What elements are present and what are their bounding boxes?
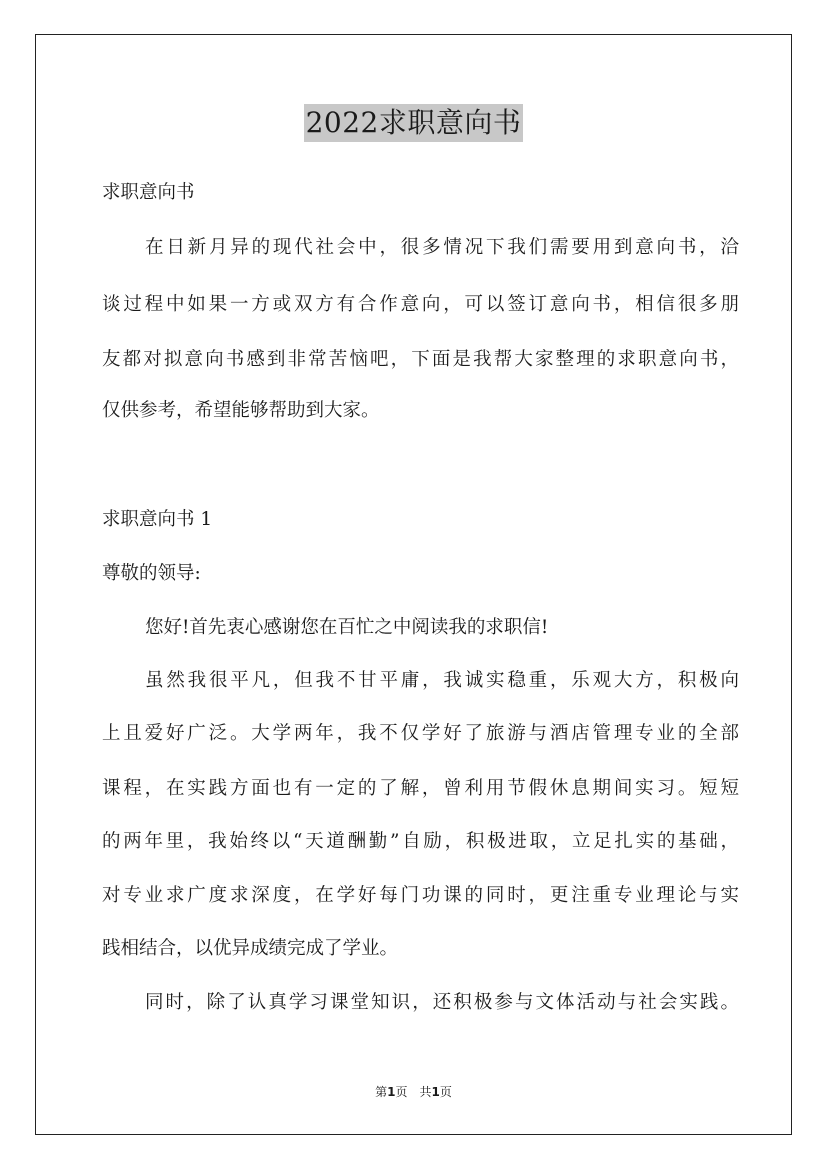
footer-page-mid: 页 共	[395, 1085, 432, 1099]
intro-line-1: 在日新月异的现代社会中，很多情况下我们需要用到意向书，洽	[145, 237, 739, 258]
salutation: 尊敬的领导:	[102, 563, 201, 584]
letter-heading: 求职意向书 1	[102, 509, 213, 530]
para2-line-1: 虽然我很平凡，但我不甘平庸，我诚实稳重，乐观大方，积极向	[145, 670, 739, 691]
para2-line-2: 上且爱好广泛。大学两年，我不仅学好了旅游与酒店管理专业的全部	[102, 723, 739, 744]
greeting-line: 您好!首先衷心感谢您在百忙之中阅读我的求职信!	[145, 617, 549, 638]
para3-line-1: 同时，除了认真学习课堂知识，还积极参与文体活动与社会实践。	[145, 992, 739, 1013]
para2-line-5: 对专业求广度求深度，在学好每门功课的同时，更注重专业理论与实	[102, 885, 739, 906]
footer-page-suffix: 页	[439, 1085, 452, 1099]
section-heading: 求职意向书	[102, 182, 195, 203]
para2-line-6: 践相结合，以优异成绩完成了学业。	[102, 938, 399, 959]
page-footer	[0, 1084, 827, 1100]
footer-page-total: 1	[431, 1085, 440, 1099]
para2-line-4: 的两年里，我始终以“天道酬勤”自励，积极进取，立足扎实的基础，	[102, 831, 739, 852]
intro-line-4: 仅供参考，希望能够帮助到大家。	[102, 400, 380, 421]
footer-page-number: 1	[387, 1085, 396, 1099]
title-container	[0, 104, 827, 142]
intro-line-3: 友都对拟意向书感到非常苦恼吧，下面是我帮大家整理的求职意向书，	[102, 349, 739, 370]
para2-line-3: 课程，在实践方面也有一定的了解，曾利用节假休息期间实习。短短	[102, 778, 739, 799]
document-title: 2022求职意向书	[304, 104, 524, 142]
footer-page-prefix: 第	[375, 1085, 388, 1099]
intro-line-2: 谈过程中如果一方或双方有合作意向，可以签订意向书，相信很多朋	[102, 294, 739, 315]
